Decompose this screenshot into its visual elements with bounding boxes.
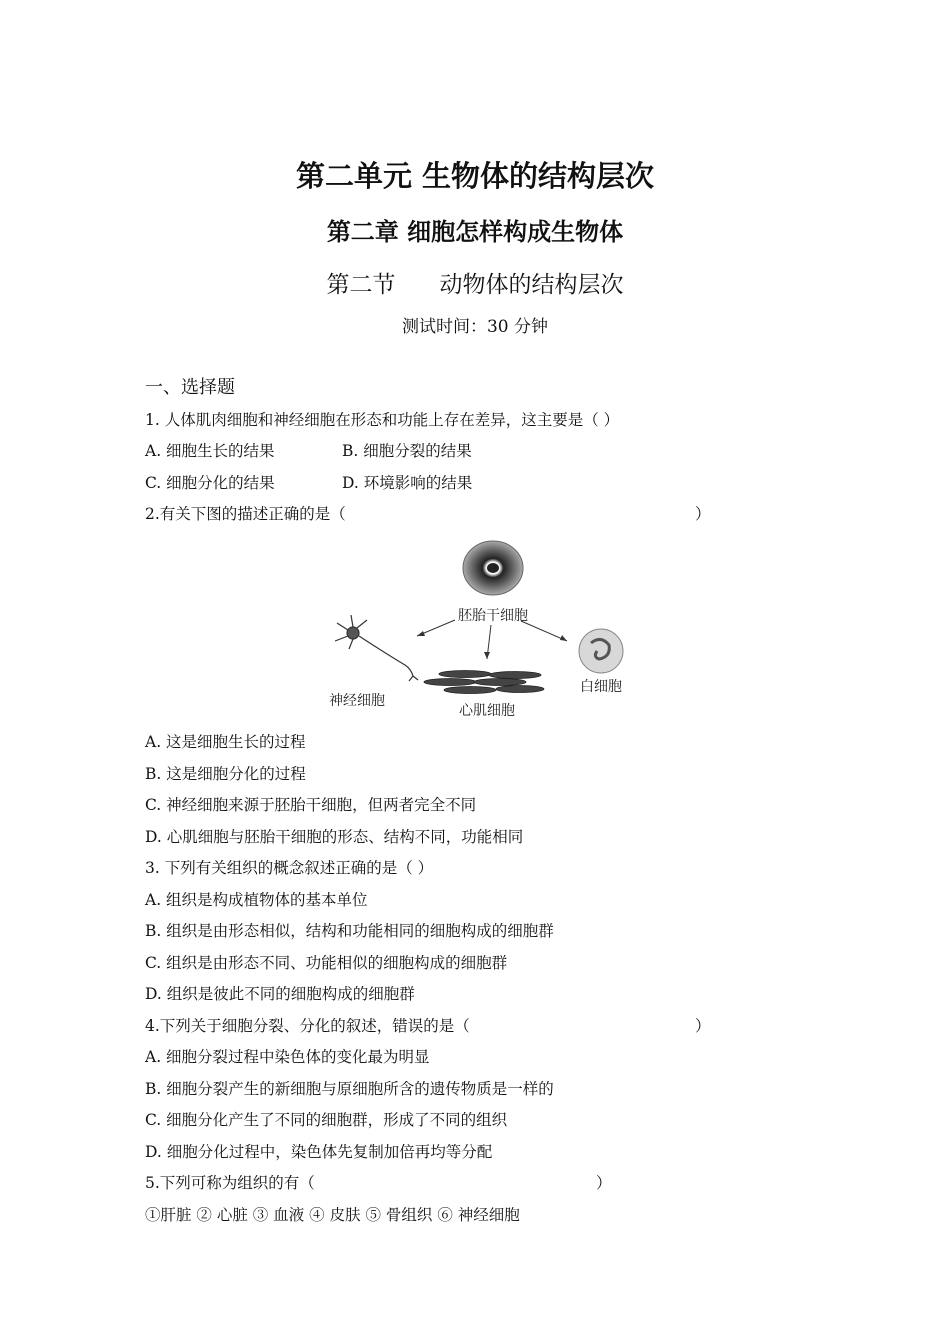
question-1-option-c: C. 细胞分化的结果: [145, 474, 275, 492]
question-4-option-d: D. 细胞分化过程中，染色体先复制加倍再均等分配: [145, 1143, 493, 1161]
question-3-option-a: A. 组织是构成植物体的基本单位: [145, 891, 368, 909]
question-2-close-paren: ）: [695, 505, 711, 523]
question-2-option-c: C. 神经细胞来源于胚胎干细胞，但两者完全不同: [145, 796, 477, 814]
neuron-image: [335, 615, 418, 681]
question-2-option-d: D. 心肌细胞与胚胎干细胞的形态、结构不同，功能相同: [145, 828, 524, 846]
label-white-blood-cell: 白细胞: [580, 679, 622, 695]
unit-title: 第二单元 生物体的结构层次: [295, 159, 655, 193]
question-3-option-b: B. 组织是由形态相似，结构和功能相同的细胞构成的细胞群: [145, 922, 554, 940]
cell-differentiation-figure: [315, 535, 635, 725]
question-5-stem: 5.下列可称为组织的有（: [145, 1174, 315, 1192]
label-neuron: 神经细胞: [329, 693, 385, 709]
differentiation-arrows: [417, 620, 567, 659]
section-heading: 一、选择题: [145, 377, 235, 398]
embryonic-stem-cell-image: [463, 541, 523, 595]
question-1-stem: 1. 人体肌肉细胞和神经细胞在形态和功能上存在差异，这主要是（ ）: [145, 411, 620, 429]
question-3-option-c: C. 组织是由形态不同、功能相似的细胞构成的细胞群: [145, 954, 508, 972]
section-name: 动物体的结构层次: [439, 272, 624, 298]
question-3-option-d: D. 组织是彼此不同的细胞构成的细胞群: [145, 985, 415, 1003]
cardiac-muscle-cells-image: [424, 671, 544, 694]
label-embryonic-stem-cell: 胚胎干细胞: [458, 608, 528, 624]
label-cardiac-muscle-cell: 心肌细胞: [459, 703, 515, 719]
question-2-option-b: B. 这是细胞分化的过程: [145, 765, 306, 783]
question-3-stem: 3. 下列有关组织的概念叙述正确的是（ ）: [145, 859, 434, 877]
question-2-option-a: A. 这是细胞生长的过程: [145, 733, 306, 751]
white-blood-cell-image: [579, 629, 623, 673]
chapter-title: 第二章 细胞怎样构成生物体: [326, 218, 624, 246]
section-number: 第二节: [326, 272, 396, 298]
question-2-stem: 2.有关下图的描述正确的是（: [145, 505, 346, 523]
test-time: 测试时间：30 分钟: [401, 317, 549, 337]
question-4-stem: 4.下列关于细胞分裂、分化的叙述，错误的是（: [145, 1017, 470, 1035]
question-1-option-a: A. 细胞生长的结果: [145, 442, 275, 460]
question-4-option-b: B. 细胞分裂产生的新细胞与原细胞所含的遗传物质是一样的: [145, 1080, 554, 1098]
question-1-option-b: B. 细胞分裂的结果: [342, 442, 472, 460]
question-5-close-paren: ）: [596, 1174, 612, 1192]
arrow-heads: [417, 631, 567, 659]
question-1-option-d: D. 环境影响的结果: [342, 474, 473, 492]
question-4-option-c: C. 细胞分化产生了不同的细胞群，形成了不同的组织: [145, 1111, 508, 1129]
question-4-option-a: A. 细胞分裂过程中染色体的变化最为明显: [145, 1048, 430, 1066]
question-4-close-paren: ）: [695, 1017, 711, 1035]
question-5-items: ①肝脏 ② 心脏 ③ 血液 ④ 皮肤 ⑤ 骨组织 ⑥ 神经细胞: [145, 1206, 520, 1224]
section-title: [0, 266, 950, 299]
